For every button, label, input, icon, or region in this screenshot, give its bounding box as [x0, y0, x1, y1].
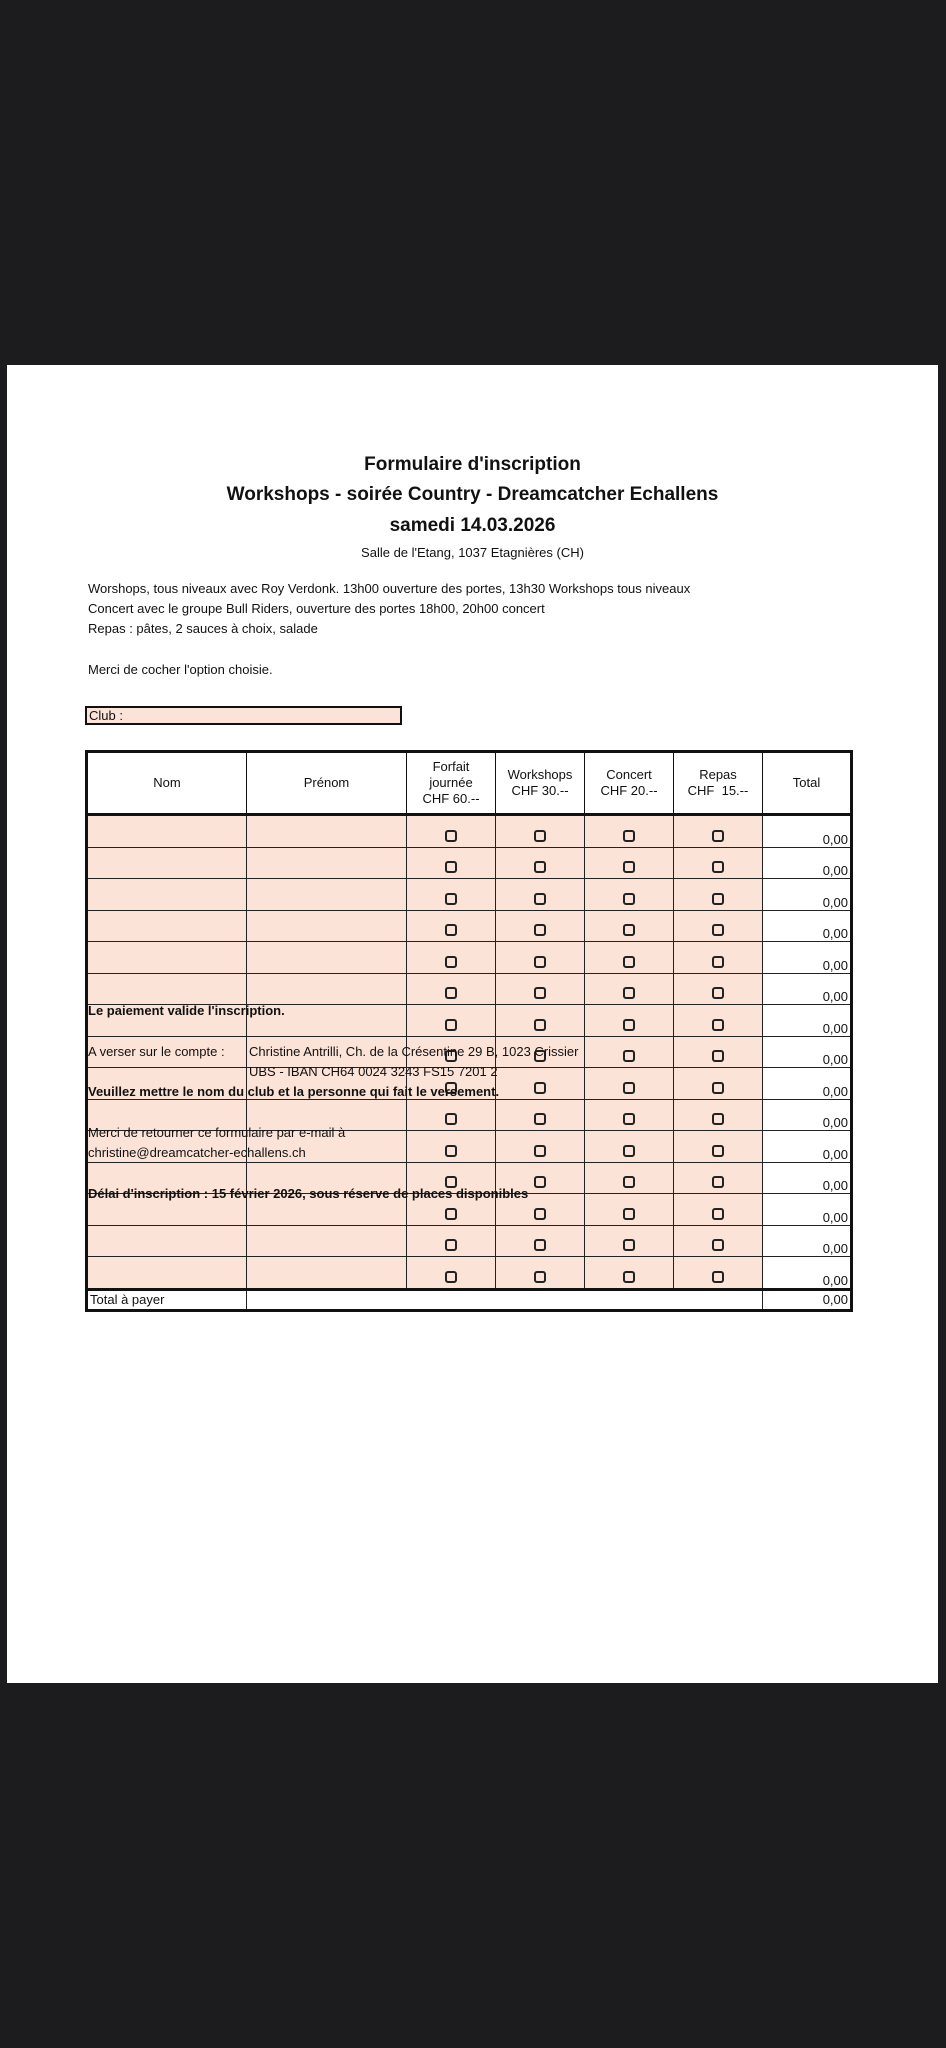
- table-row: [87, 1257, 852, 1290]
- row-total: 0,00: [763, 1225, 852, 1257]
- repas-checkbox[interactable]: [712, 1208, 724, 1220]
- repas-checkbox[interactable]: [712, 1271, 724, 1283]
- row-total: 0,00: [763, 1131, 852, 1163]
- concert-cell: [585, 1257, 674, 1290]
- repas-checkbox[interactable]: [712, 893, 724, 905]
- workshops-cell: [496, 879, 585, 911]
- forfait-cell: [407, 1131, 496, 1163]
- return-instruction: Merci de retourner ce formulaire par e-mail à: [88, 1125, 346, 1140]
- repas-cell: [674, 1099, 763, 1131]
- prenom-cell[interactable]: [247, 879, 407, 911]
- table-row: [87, 910, 852, 942]
- prenom-cell[interactable]: [247, 1257, 407, 1290]
- repas-cell: [674, 942, 763, 974]
- venue: Salle de l'Etang, 1037 Etagnières (CH): [361, 545, 584, 560]
- form-title: Formulaire d'inscription: [364, 454, 581, 475]
- workshops-checkbox[interactable]: [534, 1176, 546, 1188]
- forfait-checkbox[interactable]: [445, 924, 457, 936]
- workshops-checkbox[interactable]: [534, 1019, 546, 1031]
- forfait-checkbox[interactable]: [445, 1208, 457, 1220]
- club-label: Club :: [89, 708, 123, 723]
- header-forfait: Forfait journée CHF 60.--: [407, 752, 496, 815]
- total-spacer: [247, 1289, 763, 1310]
- concert-cell: [585, 910, 674, 942]
- concert-cell: [585, 1005, 674, 1037]
- forfait-checkbox[interactable]: [445, 1239, 457, 1251]
- concert-checkbox[interactable]: [623, 956, 635, 968]
- table-row: [87, 973, 852, 1005]
- repas-checkbox[interactable]: [712, 1082, 724, 1094]
- prenom-cell[interactable]: [247, 1225, 407, 1257]
- forfait-cell: [407, 1225, 496, 1257]
- forfait-checkbox[interactable]: [445, 1113, 457, 1125]
- concert-cell: [585, 1068, 674, 1100]
- workshops-checkbox[interactable]: [534, 1113, 546, 1125]
- forfait-cell: [407, 1257, 496, 1290]
- header-workshops: Workshops CHF 30.--: [496, 752, 585, 815]
- concert-checkbox[interactable]: [623, 830, 635, 842]
- repas-checkbox[interactable]: [712, 1019, 724, 1031]
- forfait-cell: [407, 910, 496, 942]
- workshops-cell: [496, 1131, 585, 1163]
- workshops-checkbox[interactable]: [534, 987, 546, 999]
- concert-cell: [585, 1225, 674, 1257]
- concert-cell: [585, 1162, 674, 1194]
- concert-cell: [585, 815, 674, 848]
- total-label: Total à payer: [87, 1289, 247, 1310]
- workshops-checkbox[interactable]: [534, 830, 546, 842]
- concert-checkbox[interactable]: [623, 1176, 635, 1188]
- account-label: A verser sur le compte :: [88, 1044, 225, 1059]
- table-row: [87, 1225, 852, 1257]
- forfait-cell: [407, 1099, 496, 1131]
- header-concert: Concert CHF 20.--: [585, 752, 674, 815]
- concert-checkbox[interactable]: [623, 1019, 635, 1031]
- repas-checkbox[interactable]: [712, 1050, 724, 1062]
- nom-cell[interactable]: [87, 1257, 247, 1290]
- repas-cell: [674, 1068, 763, 1100]
- repas-checkbox[interactable]: [712, 830, 724, 842]
- header-prenom: Prénom: [247, 752, 407, 815]
- info-concert: Concert avec le groupe Bull Riders, ouverture des portes 18h00, 20h00 concert: [88, 601, 545, 616]
- return-email[interactable]: christine@dreamcatcher-echallens.ch: [88, 1145, 306, 1160]
- club-field[interactable]: [85, 706, 402, 725]
- table-row: [87, 815, 852, 848]
- repas-cell: [674, 1131, 763, 1163]
- concert-cell: [585, 942, 674, 974]
- concert-cell: [585, 847, 674, 879]
- concert-checkbox[interactable]: [623, 1271, 635, 1283]
- workshops-cell: [496, 815, 585, 848]
- concert-checkbox[interactable]: [623, 1145, 635, 1157]
- concert-checkbox[interactable]: [623, 1208, 635, 1220]
- workshops-checkbox[interactable]: [534, 1082, 546, 1094]
- reference-note: Veuillez mettre le nom du club et la personne qui fait le versement.: [88, 1084, 500, 1099]
- forfait-checkbox[interactable]: [445, 1145, 457, 1157]
- workshops-checkbox[interactable]: [534, 1145, 546, 1157]
- row-total: 0,00: [763, 847, 852, 879]
- repas-checkbox[interactable]: [712, 861, 724, 873]
- table-row: [87, 942, 852, 974]
- event-title: Workshops - soirée Country - Dreamcatcher Echallens: [226, 484, 719, 505]
- workshops-cell: [496, 973, 585, 1005]
- row-total: 0,00: [763, 942, 852, 974]
- concert-checkbox[interactable]: [623, 1239, 635, 1251]
- concert-checkbox[interactable]: [623, 1082, 635, 1094]
- repas-checkbox[interactable]: [712, 987, 724, 999]
- row-total: 0,00: [763, 879, 852, 911]
- repas-cell: [674, 1162, 763, 1194]
- registration-table: [85, 750, 853, 1312]
- row-total: 0,00: [763, 1005, 852, 1037]
- workshops-checkbox[interactable]: [534, 956, 546, 968]
- row-total: 0,00: [763, 815, 852, 848]
- repas-cell: [674, 1194, 763, 1226]
- concert-checkbox[interactable]: [623, 861, 635, 873]
- repas-cell: [674, 1036, 763, 1068]
- workshops-cell: [496, 910, 585, 942]
- prenom-cell[interactable]: [247, 815, 407, 848]
- forfait-cell: [407, 847, 496, 879]
- nom-cell[interactable]: [87, 815, 247, 848]
- row-total: 0,00: [763, 1257, 852, 1290]
- row-total: 0,00: [763, 1068, 852, 1100]
- workshops-cell: [496, 847, 585, 879]
- concert-checkbox[interactable]: [623, 987, 635, 999]
- form-page: [7, 365, 938, 1683]
- concert-checkbox[interactable]: [623, 893, 635, 905]
- repas-cell: [674, 815, 763, 848]
- header-nom: Nom: [87, 752, 247, 815]
- repas-cell: [674, 1225, 763, 1257]
- total-amount: 0,00: [763, 1289, 852, 1310]
- account-holder: Christine Antrilli, Ch. de la Crésentine 29 B, 1023 Crissier: [249, 1044, 579, 1059]
- workshops-cell: [496, 1005, 585, 1037]
- instruction-text: Merci de cocher l'option choisie.: [88, 662, 273, 677]
- repas-cell: [674, 847, 763, 879]
- payment-note: Le paiement valide l'inscription.: [88, 1003, 285, 1018]
- forfait-cell: [407, 973, 496, 1005]
- repas-cell: [674, 1005, 763, 1037]
- nom-cell[interactable]: [87, 910, 247, 942]
- concert-checkbox[interactable]: [623, 1050, 635, 1062]
- prenom-cell[interactable]: [247, 847, 407, 879]
- forfait-checkbox[interactable]: [445, 987, 457, 999]
- row-total: 0,00: [763, 1194, 852, 1226]
- workshops-checkbox[interactable]: [534, 1239, 546, 1251]
- forfait-checkbox[interactable]: [445, 1019, 457, 1031]
- concert-cell: [585, 1099, 674, 1131]
- forfait-cell: [407, 815, 496, 848]
- concert-checkbox[interactable]: [623, 924, 635, 936]
- prenom-cell[interactable]: [247, 942, 407, 974]
- nom-cell[interactable]: [87, 847, 247, 879]
- workshops-checkbox[interactable]: [534, 1208, 546, 1220]
- prenom-cell[interactable]: [247, 910, 407, 942]
- forfait-checkbox[interactable]: [445, 956, 457, 968]
- concert-checkbox[interactable]: [623, 1113, 635, 1125]
- row-total: 0,00: [763, 973, 852, 1005]
- workshops-cell: [496, 942, 585, 974]
- repas-checkbox[interactable]: [712, 1176, 724, 1188]
- deadline-note: Délai d'inscription : 15 février 2026, sous réserve de places disponibles: [88, 1186, 529, 1201]
- table-header-row: [87, 752, 852, 815]
- workshops-checkbox[interactable]: [534, 1271, 546, 1283]
- concert-cell: [585, 1036, 674, 1068]
- forfait-checkbox[interactable]: [445, 1271, 457, 1283]
- row-total: 0,00: [763, 910, 852, 942]
- concert-cell: [585, 1194, 674, 1226]
- account-iban: UBS - IBAN CH64 0024 3243 FS15 7201 2: [249, 1064, 498, 1079]
- nom-cell[interactable]: [87, 942, 247, 974]
- workshops-checkbox[interactable]: [534, 893, 546, 905]
- header-total: Total: [763, 752, 852, 815]
- repas-cell: [674, 910, 763, 942]
- header-repas: Repas CHF 15.--: [674, 752, 763, 815]
- row-total: 0,00: [763, 1036, 852, 1068]
- nom-cell[interactable]: [87, 1225, 247, 1257]
- workshops-cell: [496, 1257, 585, 1290]
- repas-checkbox[interactable]: [712, 924, 724, 936]
- workshops-checkbox[interactable]: [534, 861, 546, 873]
- nom-cell[interactable]: [87, 973, 247, 1005]
- repas-checkbox[interactable]: [712, 1239, 724, 1251]
- workshops-cell: [496, 1225, 585, 1257]
- nom-cell[interactable]: [87, 879, 247, 911]
- repas-cell: [674, 973, 763, 1005]
- concert-cell: [585, 973, 674, 1005]
- repas-checkbox[interactable]: [712, 956, 724, 968]
- row-total: 0,00: [763, 1099, 852, 1131]
- row-total: 0,00: [763, 1162, 852, 1194]
- forfait-cell: [407, 942, 496, 974]
- prenom-cell[interactable]: [247, 973, 407, 1005]
- repas-cell: [674, 879, 763, 911]
- forfait-checkbox[interactable]: [445, 893, 457, 905]
- table-row: [87, 847, 852, 879]
- workshops-cell: [496, 1099, 585, 1131]
- forfait-cell: [407, 1005, 496, 1037]
- concert-cell: [585, 1131, 674, 1163]
- workshops-cell: [496, 1068, 585, 1100]
- forfait-checkbox[interactable]: [445, 830, 457, 842]
- repas-checkbox[interactable]: [712, 1145, 724, 1157]
- repas-cell: [674, 1257, 763, 1290]
- table-row: [87, 879, 852, 911]
- forfait-checkbox[interactable]: [445, 861, 457, 873]
- concert-cell: [585, 879, 674, 911]
- info-repas: Repas : pâtes, 2 sauces à choix, salade: [88, 621, 318, 636]
- info-workshops: Worshops, tous niveaux avec Roy Verdonk. 13h00 ouverture des portes, 13h30 Workshops tous niveaux: [88, 581, 691, 596]
- event-date: samedi 14.03.2026: [389, 515, 556, 536]
- forfait-cell: [407, 879, 496, 911]
- total-row: [87, 1289, 852, 1310]
- workshops-checkbox[interactable]: [534, 924, 546, 936]
- repas-checkbox[interactable]: [712, 1113, 724, 1125]
